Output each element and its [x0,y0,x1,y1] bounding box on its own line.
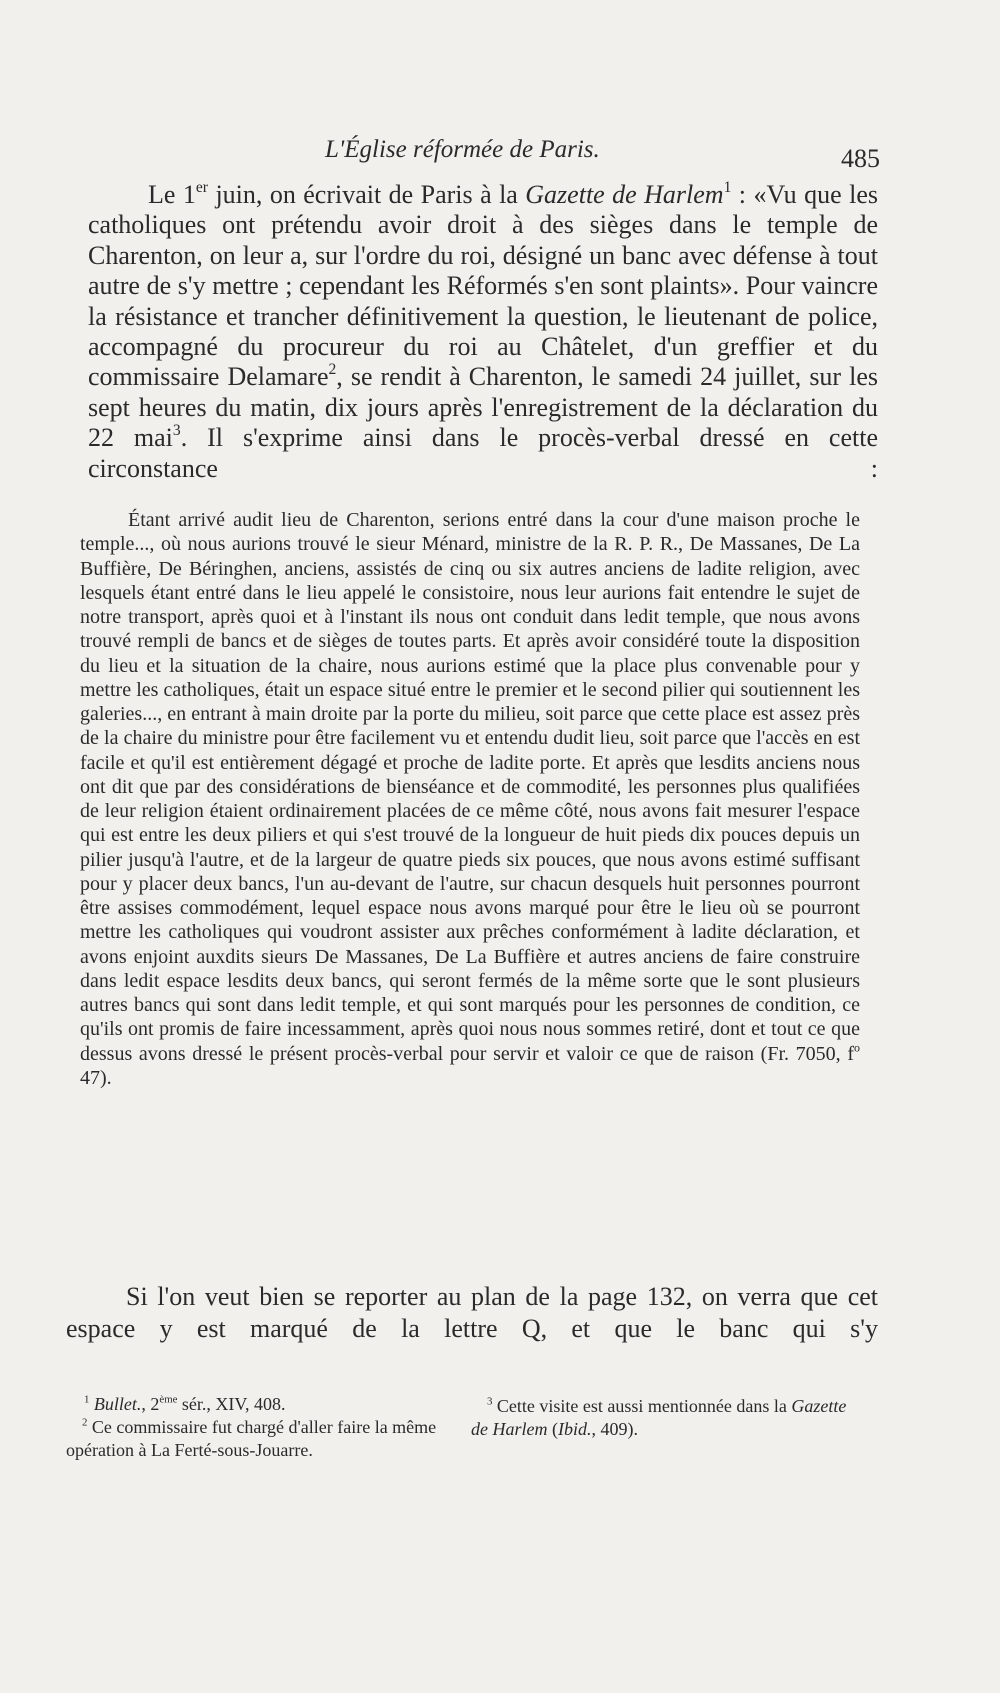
footnote-1-b: sér., XIV, 408. [177,1394,286,1414]
footnote-ref-2: 2 [328,361,337,379]
paragraph-1-part-5: . Il s'exprime ainsi dans le procès-verbal dressé en cette circonstance : [88,423,878,483]
quote-tail: 47). [80,1066,112,1089]
footnote-2 [66,1416,446,1462]
running-title: L'Église réformée de Paris. [325,136,600,163]
paragraph-1-part-3: : «Vu que les catholiques ont prétendu avoir droit à des sièges dans le temple de Charenton, on leur a, sur l'ordre du roi, désigné un banc avec défense à tout autre de s'y mettre ; cependant les Réformés s'en sont plaints». Pour vaincre la résistance et trancher définitivement la question, le lieutenant de police, accompagné du procureur du roi au Châtelet, d'un greffier et du commissaire Delamare [88,180,878,392]
footnote-1-a: , 2 [141,1394,160,1414]
paragraph-1-part-1: Le 1 [148,180,196,209]
footnote-1-number: 1 [84,1393,90,1406]
footnote-3-number: 3 [487,1395,493,1408]
paragraph-2-text: Si l'on veut bien se reporter au plan de la page 132, on verra que cet espace y est marqué de la lettre Q, et que le banc qui s'y [66,1282,878,1343]
footnote-3-c: , 409). [591,1419,638,1439]
footnote-1 [66,1393,446,1416]
footnote-ref-3: 3 [172,422,181,440]
gazette-title: Gazette de Harlem [525,180,724,209]
footnote-3-a: Cette visite est aussi mentionnée dans la [492,1396,792,1416]
superscript-er: er [195,179,208,197]
footnote-1-italic: Bullet. [93,1394,142,1414]
footnote-2-text: Ce commissaire fut chargé d'aller faire la même opération à La Ferté-sous-Jouarre. [66,1417,437,1460]
page-number: 485 [841,144,880,173]
paragraph-1-part-2: juin, on écrivait de Paris à la [208,180,526,209]
paragraph-1-part-4: , se rendit à Charenton, le samedi 24 juillet, sur les sept heures du matin, dix jours après l'enregistrement de la déclaration du 22 mai [88,362,879,453]
main-text [88,180,878,484]
footnote-3-b: ( [547,1419,558,1439]
running-head [90,136,890,172]
paragraph-2 [66,1281,878,1345]
footnotes-left-column [66,1393,446,1462]
footnote-3 [471,1395,866,1441]
proces-verbal-quote [80,508,860,1090]
quote-text: Étant arrivé audit lieu de Charenton, serions entré dans la cour d'une maison proche le temple..., où nous aurions trouvé le sieur Ménard, ministre de la R. P. R., De Massanes, De La Buffière, De Béringhen, anciens, assistés de cinq ou six autres anciens de ladite religion, avec lesquels étant entré dans le lieu appelé le consistoire, nous leur aurions fait entendre le sujet de notre transport, après quoi et à l'instant ils nous ont conduit dans ledit temple, que nous avons trouvé rempli de bancs et de sièges de toutes parts. Et après avoir considéré toute la disposition du lieu et la situation de la chaire, nous aurions estimé que la place plus convenable pour y mettre les catholiques, était un espace situé entre le premier et le second pilier qui soutiennent les galeries..., en entrant à main droite par la porte du milieu, soit parce que cette place est assez près de la chaire du ministre pour être facilement vu et entendu dudit lieu, soit parce que l'accès en est facile et qu'il est entièrement dégagé et proche de ladite porte. Et après que lesdits anciens nous ont dit que par des considérations de bienséance et de commodité, les personnes plus qualifiées de leur religion étaient ordinairement placées de ce même côté, nous avons fait mesurer l'espace qui est entre les deux piliers et qui s'est trouvé de la longueur de huit pieds dix pouces depuis un pilier jusqu'à l'autre, et de la largeur de quatre pieds six pouces, que nous avons estimé suffisant pour y placer deux bancs, l'un au-devant de l'autre, sur chacun desquels huit personnes pourront être assises commodément, lequel espace nous avons marqué pour être le lieu où se pourront mettre les catholiques qui voudront assister aux prêches conformément à ladite déclaration, et avons enjoint auxdits sieurs De Massanes, De La Buffière et autres anciens de faire construire dans ledit espace lesdits deux bancs, qui seront fermés de la même sorte que le sont plusieurs autres bancs qui sont dans ledit temple, et qui sont marqués pour les personnes de condition, ce qu'ils ont promis de faire incessamment, après quoi nous nous sommes retiré, dont et tout ce que dessus avons dressé le présent procès-verbal pour servir et valoir ce que de raison (Fr. 7050, f [80,509,860,1065]
footnote-1-sup: ème [159,1393,178,1406]
footnote-3-ibid: Ibid. [557,1419,592,1439]
paragraph-1 [88,180,878,484]
footnotes-right-column [471,1395,866,1441]
footnote-2-number: 2 [82,1416,88,1429]
footnote-3-gazette: Gazette de Harlem [471,1396,847,1439]
folio-superscript: o [854,1040,860,1055]
footnote-ref-1: 1 [723,179,732,197]
